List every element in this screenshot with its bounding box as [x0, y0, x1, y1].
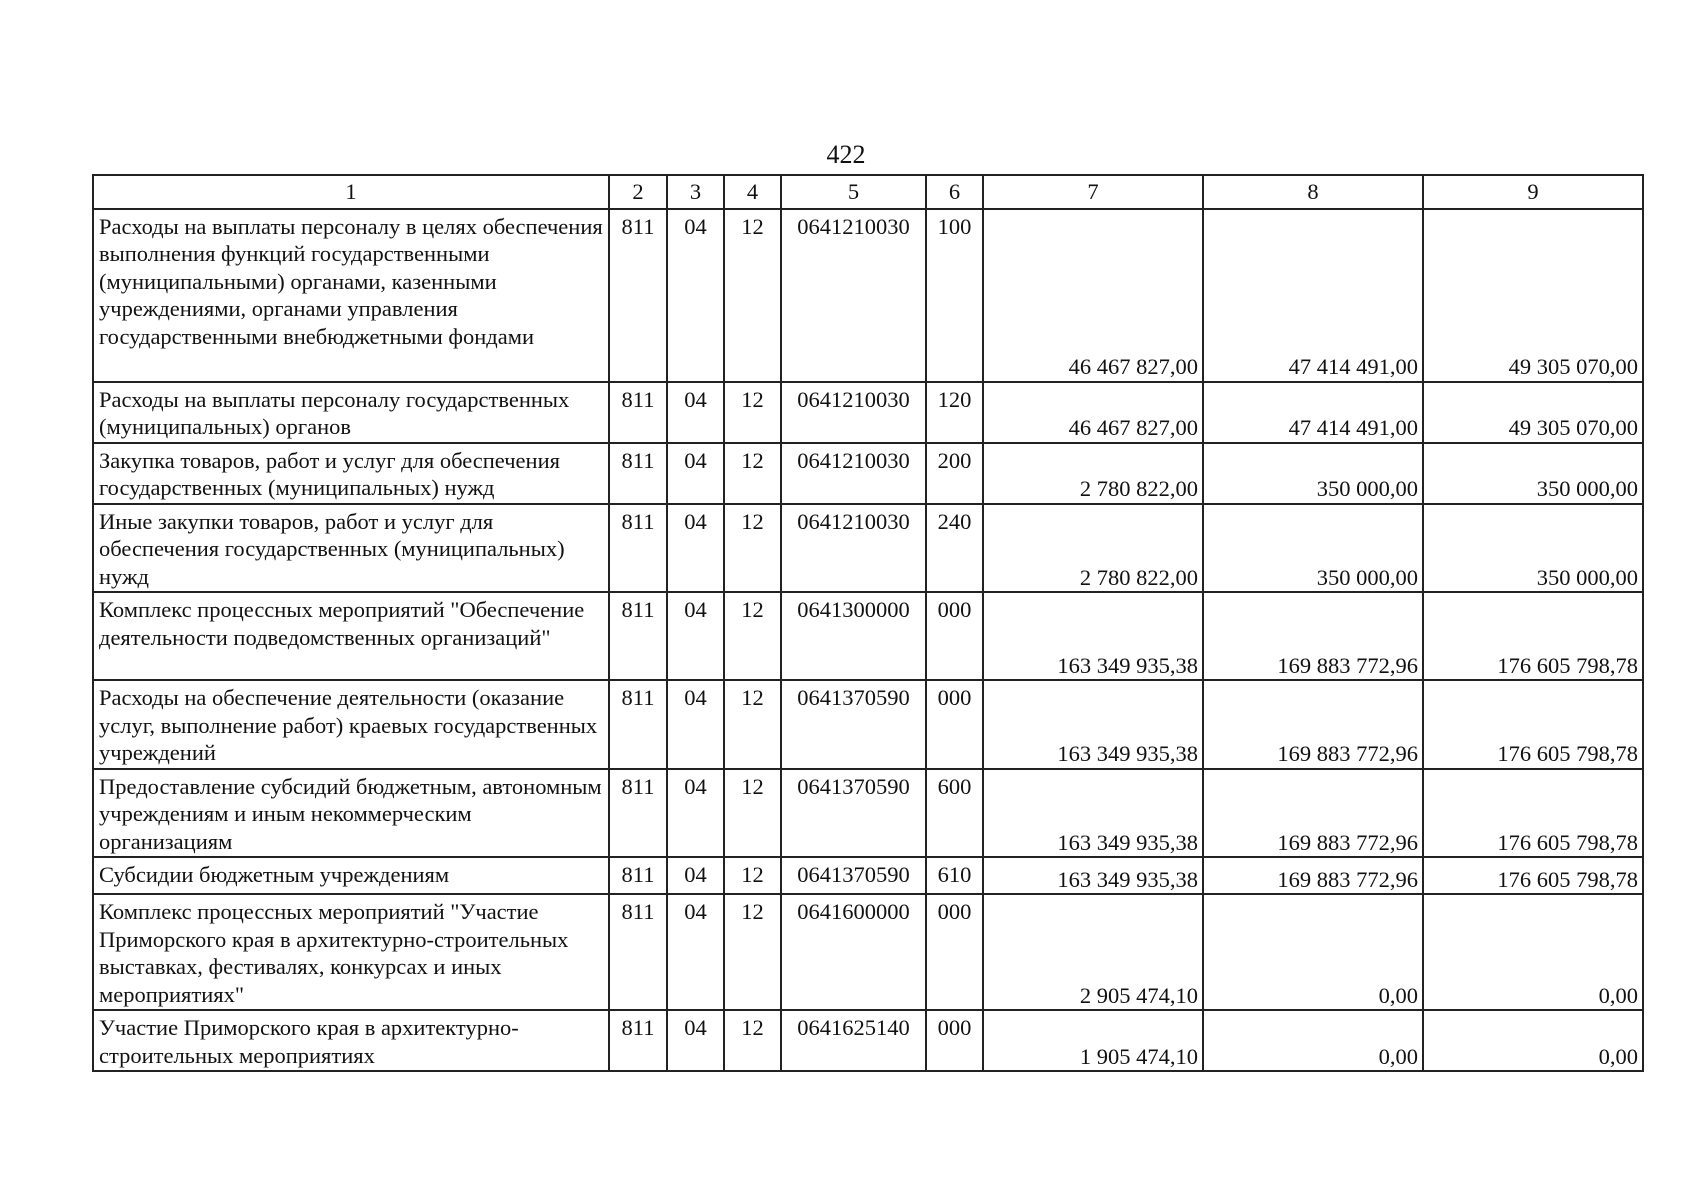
row-target-article: 0641300000: [781, 592, 926, 680]
row-amount-col9: 0,00: [1423, 894, 1643, 1010]
row-section-code: 04: [667, 209, 724, 382]
row-subsection-code: 12: [724, 592, 781, 680]
row-name: Предоставление субсидий бюджетным, автономным учреждениям и иным некоммерческим организациям: [93, 769, 609, 858]
header-row: [93, 175, 1643, 209]
row-amount-col8: 169 883 772,96: [1203, 857, 1423, 894]
row-amount-col9: 176 605 798,78: [1423, 769, 1643, 858]
row-target-article: 0641370590: [781, 769, 926, 858]
row-section-code: 04: [667, 592, 724, 680]
row-name: Иные закупки товаров, работ и услуг для обеспечения государственных (муниципальных) нужд: [93, 504, 609, 593]
row-target-article: 0641370590: [781, 857, 926, 894]
row-amount-col9: 350 000,00: [1423, 504, 1643, 593]
row-amount-col9: 0,00: [1423, 1010, 1643, 1071]
row-subsection-code: 12: [724, 209, 781, 382]
row-subsection-code: 12: [724, 1010, 781, 1071]
header-col-6: 6: [926, 175, 983, 209]
row-subsection-code: 12: [724, 680, 781, 769]
row-subsection-code: 12: [724, 857, 781, 894]
row-name: Расходы на выплаты персоналу в целях обеспечения выполнения функций государственными (муниципальными) органами, казенными учреждениями, органами управления государственными внебюджетными фондами: [93, 209, 609, 382]
row-name: Расходы на выплаты персоналу государственных (муниципальных) органов: [93, 382, 609, 443]
row-amount-col8: 169 883 772,96: [1203, 592, 1423, 680]
row-expense-type: 000: [926, 1010, 983, 1071]
table-row: [93, 680, 1643, 769]
row-amount-col7: 163 349 935,38: [983, 592, 1203, 680]
row-amount-col9: 49 305 070,00: [1423, 209, 1643, 382]
row-amount-col7: 163 349 935,38: [983, 680, 1203, 769]
row-amount-col8: 0,00: [1203, 894, 1423, 1010]
table-row: [93, 857, 1643, 894]
row-amount-col9: 176 605 798,78: [1423, 592, 1643, 680]
header-col-9: 9: [1423, 175, 1643, 209]
header-col-1: 1: [93, 175, 609, 209]
row-ministry-code: 811: [609, 443, 667, 504]
table-row: [93, 504, 1643, 593]
row-amount-col9: 176 605 798,78: [1423, 680, 1643, 769]
row-ministry-code: 811: [609, 769, 667, 858]
row-amount-col7: 163 349 935,38: [983, 857, 1203, 894]
row-target-article: 0641210030: [781, 209, 926, 382]
row-ministry-code: 811: [609, 382, 667, 443]
row-amount-col8: 169 883 772,96: [1203, 680, 1423, 769]
row-amount-col7: 163 349 935,38: [983, 769, 1203, 858]
row-amount-col7: 2 780 822,00: [983, 443, 1203, 504]
row-expense-type: 000: [926, 680, 983, 769]
row-ministry-code: 811: [609, 857, 667, 894]
row-expense-type: 610: [926, 857, 983, 894]
row-amount-col7: 2 905 474,10: [983, 894, 1203, 1010]
row-amount-col8: 350 000,00: [1203, 443, 1423, 504]
row-section-code: 04: [667, 894, 724, 1010]
row-target-article: 0641210030: [781, 382, 926, 443]
row-ministry-code: 811: [609, 592, 667, 680]
row-amount-col8: 169 883 772,96: [1203, 769, 1423, 858]
row-amount-col9: 350 000,00: [1423, 443, 1643, 504]
row-amount-col8: 47 414 491,00: [1203, 382, 1423, 443]
row-name: Участие Приморского края в архитектурно-строительных мероприятиях: [93, 1010, 609, 1071]
row-section-code: 04: [667, 382, 724, 443]
row-expense-type: 200: [926, 443, 983, 504]
table-row: [93, 592, 1643, 680]
row-amount-col8: 350 000,00: [1203, 504, 1423, 593]
row-amount-col9: 49 305 070,00: [1423, 382, 1643, 443]
row-ministry-code: 811: [609, 1010, 667, 1071]
row-target-article: 0641210030: [781, 504, 926, 593]
header-col-2: 2: [609, 175, 667, 209]
row-amount-col8: 47 414 491,00: [1203, 209, 1423, 382]
row-target-article: 0641600000: [781, 894, 926, 1010]
row-name: Субсидии бюджетным учреждениям: [93, 857, 609, 894]
row-section-code: 04: [667, 769, 724, 858]
table-row: [93, 382, 1643, 443]
row-expense-type: 000: [926, 592, 983, 680]
row-name: Закупка товаров, работ и услуг для обеспечения государственных (муниципальных) нужд: [93, 443, 609, 504]
header-col-4: 4: [724, 175, 781, 209]
row-amount-col7: 46 467 827,00: [983, 382, 1203, 443]
row-section-code: 04: [667, 857, 724, 894]
row-target-article: 0641625140: [781, 1010, 926, 1071]
row-amount-col7: 2 780 822,00: [983, 504, 1203, 593]
row-ministry-code: 811: [609, 209, 667, 382]
table-row: [93, 894, 1643, 1010]
header-col-7: 7: [983, 175, 1203, 209]
row-subsection-code: 12: [724, 769, 781, 858]
table-row: [93, 1010, 1643, 1071]
row-name: Комплекс процессных мероприятий "Участие Приморского края в архитектурно-строительных выставках, фестивалях, конкурсах и иных мероприятиях": [93, 894, 609, 1010]
row-expense-type: 240: [926, 504, 983, 593]
header-col-3: 3: [667, 175, 724, 209]
row-subsection-code: 12: [724, 894, 781, 1010]
page-number: 422: [826, 140, 866, 169]
row-target-article: 0641370590: [781, 680, 926, 769]
header-col-8: 8: [1203, 175, 1423, 209]
row-expense-type: 100: [926, 209, 983, 382]
row-section-code: 04: [667, 1010, 724, 1071]
row-amount-col7: 46 467 827,00: [983, 209, 1203, 382]
row-expense-type: 000: [926, 894, 983, 1010]
row-target-article: 0641210030: [781, 443, 926, 504]
row-subsection-code: 12: [724, 504, 781, 593]
row-expense-type: 600: [926, 769, 983, 858]
table-row: [93, 769, 1643, 858]
header-col-5: 5: [781, 175, 926, 209]
row-section-code: 04: [667, 443, 724, 504]
row-amount-col9: 176 605 798,78: [1423, 857, 1643, 894]
row-name: Комплекс процессных мероприятий "Обеспечение деятельности подведомственных организаций": [93, 592, 609, 680]
row-subsection-code: 12: [724, 443, 781, 504]
budget-table: [92, 174, 1644, 1072]
row-section-code: 04: [667, 680, 724, 769]
row-amount-col8: 0,00: [1203, 1010, 1423, 1071]
row-ministry-code: 811: [609, 894, 667, 1010]
row-amount-col7: 1 905 474,10: [983, 1010, 1203, 1071]
row-ministry-code: 811: [609, 504, 667, 593]
table-row: [93, 443, 1643, 504]
row-section-code: 04: [667, 504, 724, 593]
row-ministry-code: 811: [609, 680, 667, 769]
table-row: [93, 209, 1643, 382]
row-name: Расходы на обеспечение деятельности (оказание услуг, выполнение работ) краевых государственных учреждений: [93, 680, 609, 769]
row-subsection-code: 12: [724, 382, 781, 443]
row-expense-type: 120: [926, 382, 983, 443]
